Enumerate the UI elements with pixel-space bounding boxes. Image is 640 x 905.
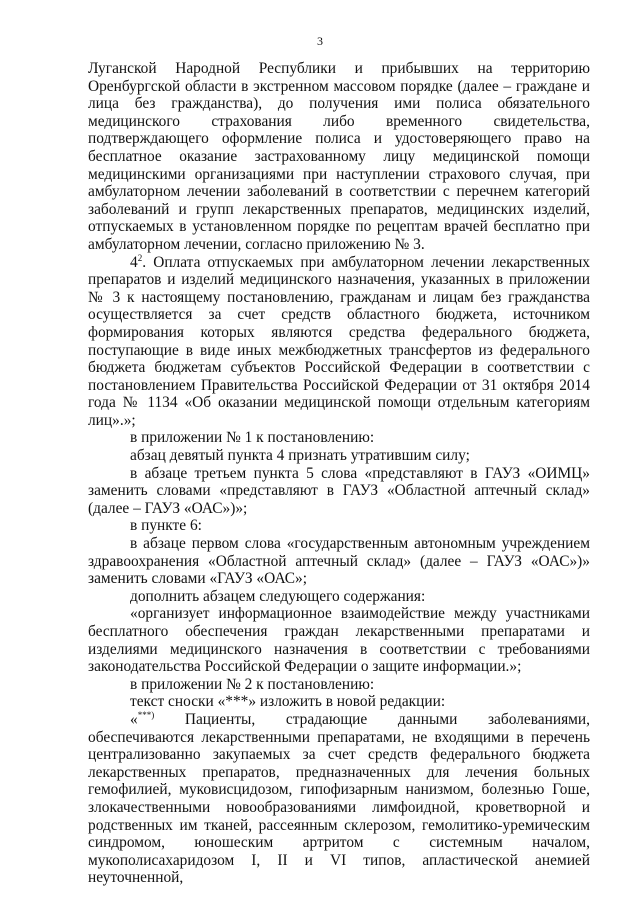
paragraph-7 [88,535,590,588]
paragraph-10 [88,676,590,694]
footnote-marker: ***) [137,709,155,720]
paragraph-text: абзац девятый пункта 4 признать утратившим силу; [130,447,470,465]
paragraph-2 [88,254,590,430]
paragraph-text: в абзаце третьем пункта 5 слова «представляют в ГАУЗ «ОИМЦ» заменить словами «представляют в ГАУЗ «Областной аптечный склад» (далее – ГАУЗ «ОАС»)»; [88,464,590,517]
paragraph-11 [88,693,590,711]
paragraph-12 [88,711,590,887]
paragraph-4 [88,447,590,465]
paragraph-text: в абзаце первом слова «государственным автономным учреждением здравоохранения «Областной аптечный склад» (далее – ГАУЗ «ОАС»)» заменить словами «ГАУЗ «ОАС»; [88,535,590,588]
paragraph-text: «организует информационное взаимодействие между участниками бесплатного обеспечения граждан лекарственными препаратами и изделиями медицинского назначения в соответствии с требованиями законодательства Российской Федерации о защите информации.»; [88,605,590,676]
footnote-open-quote: « [130,710,138,728]
paragraph-text: в приложении № 1 к постановлению: [130,429,375,447]
paragraph-text: текст сноски «***» изложить в новой редакции: [130,693,446,711]
paragraph-5 [88,465,590,518]
paragraph-text: . Оплата отпускаемых при амбулаторном лечении лекарственных препаратов и изделий медицинского назначения, указанных в приложении № 3 к настоящему постановлению, гражданам и лицам без гражданства осуществляется за счет средств областного бюджета, источником формирования которых являются средства федерального бюджета, поступающие в виде иных межбюджетных трансфертов из федерального бюджета бюджетам субъектов Российской Федерации в соответствии с постановлением Правительства Российской Федерации от 31 октября 2014 года № 1134 «Об оказании медицинской помощи отдельным категориям лиц».»; [88,253,590,429]
paragraph-9 [88,605,590,675]
paragraph-3 [88,429,590,447]
paragraph-text: дополнить абзацем следующего содержания: [130,587,426,605]
document-body [88,60,590,887]
paragraph-text: в приложении № 2 к постановлению: [130,675,375,693]
page-number: 3 [317,34,323,48]
clause-superscript: 2 [137,252,143,263]
paragraph-8 [88,588,590,606]
paragraph-text: Пациенты, страдающие данными заболеваниями, обеспечиваются лекарственными препаратами, не входящими в перечень централизованно закупаемых за счет средств федерального бюджета лекарственных препаратов, предназначенных для лечения больных гемофилией, муковисцидозом, гипофизарным нанизмом, болезнью Гоше, злокачественными новообразованиями лимфоидной, кроветворной и родственных им тканей, рассеянным склерозом, гемолитико-уремическим синдромом, юношеским артритом с системным началом, мукополисахаридозом I, II и VI типов, апластической анемией неуточненной, [88,710,590,887]
paragraph-text: в пункте 6: [130,517,202,535]
paragraph-1 [88,60,590,254]
paragraph-text: Луганской Народной Республики и прибывших на территорию Оренбургской области в экстренном массовом порядке (далее – граждане и лица без гражданства), до получения ими полиса обязательного медицинского страхования либо временного свидетельства, подтверждающего оформление полиса и удостоверяющего право на бесплатное оказание застрахованному лицу медицинской помощи медицинскими организациями при наступлении страхового случая, при амбулаторном лечении заболеваний в соответствии с перечнем категорий заболеваний и групп лекарственных препаратов, медицинских изделий, отпускаемых в установленном порядке по рецептам врачей бесплатно при амбулаторном лечении, согласно приложению № 3. [88,60,590,253]
paragraph-6 [88,517,590,535]
clause-number: 4 [130,253,138,271]
